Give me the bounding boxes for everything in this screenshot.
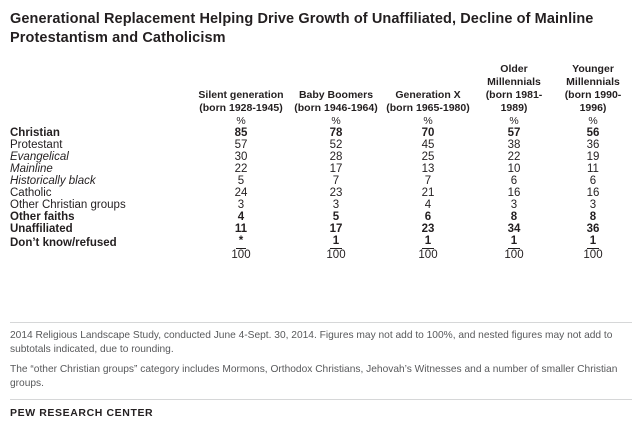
table-total-row xyxy=(10,249,632,261)
unit-genx: % xyxy=(423,115,433,128)
cell-christian-boomers: 78 xyxy=(329,127,343,140)
column-header-older-millennials-line3: (born 1981- xyxy=(485,88,543,101)
cell-historically-black-boomers: 7 xyxy=(332,175,340,188)
unit-boomers: % xyxy=(331,115,341,128)
table-row xyxy=(10,175,632,187)
total-row-label xyxy=(10,249,192,261)
table-row xyxy=(10,223,632,235)
cell-dont-know-older-millennials-value: 1 xyxy=(508,235,520,249)
cell-evangelical-younger-millennials: 19 xyxy=(586,151,600,164)
detail-note: The “other Christian groups” category includes Mormons, Orthodox Christians, Jehovah’s Witnesses and a number of smaller Christian groups. xyxy=(10,364,618,390)
total-younger-millennials: 100 xyxy=(583,249,603,262)
cell-evangelical-older-millennials: 22 xyxy=(507,151,521,164)
column-header-older-millennials-line4: 1989) xyxy=(500,101,528,114)
table-row xyxy=(10,127,632,139)
column-header-silent xyxy=(192,63,290,116)
cell-catholic-boomers: 23 xyxy=(329,187,343,200)
unit-silent: % xyxy=(236,115,246,128)
cell-protestant-silent: 57 xyxy=(234,139,248,152)
unit-younger-millennials: % xyxy=(588,115,598,128)
cell-protestant-younger-millennials: 36 xyxy=(586,139,600,152)
cell-unaffiliated-silent: 11 xyxy=(234,223,248,236)
cell-mainline-older-millennials: 10 xyxy=(507,163,521,176)
table-row xyxy=(10,199,632,211)
column-header-genx-line2: (born 1965-1980) xyxy=(386,101,470,114)
column-header-silent-line1: Silent generation xyxy=(198,88,284,101)
cell-dont-know-younger-millennials-value: 1 xyxy=(587,235,599,249)
header-spacer xyxy=(10,63,192,116)
page-title: Generational Replacement Helping Drive Growth of Unaffiliated, Decline of Mainline Protestantism and Catholicism xyxy=(10,11,594,47)
cell-dont-know-silent xyxy=(192,235,290,249)
cell-protestant-older-millennials: 38 xyxy=(507,139,521,152)
cell-catholic-silent: 24 xyxy=(234,187,248,200)
data-table xyxy=(10,63,632,262)
column-header-genx-line1: Generation X xyxy=(395,88,461,101)
cell-other-christian-genx: 4 xyxy=(424,199,432,212)
footer xyxy=(10,313,632,419)
unit-row-spacer xyxy=(10,115,192,127)
row-label-dont-know-refused: Don’t know/refused xyxy=(10,237,117,250)
table-row xyxy=(10,163,632,175)
total-older-millennials: 100 xyxy=(504,249,524,262)
column-header-younger-millennials-line1: Younger xyxy=(572,62,614,75)
cell-other-christian-silent: 3 xyxy=(237,199,245,212)
footer-divider-bottom xyxy=(10,399,632,400)
unit-row xyxy=(10,115,632,127)
column-header-older-millennials-line1: Older xyxy=(500,62,528,75)
cell-dont-know-genx-value: 1 xyxy=(422,235,434,249)
column-header-older-millennials xyxy=(474,63,554,116)
cell-protestant-genx: 45 xyxy=(421,139,435,152)
row-label-evangelical: Evangelical xyxy=(10,151,69,164)
cell-dont-know-boomers xyxy=(290,235,382,249)
cell-other-christian-boomers: 3 xyxy=(332,199,340,212)
column-header-younger-millennials-line3: (born 1990- xyxy=(564,88,622,101)
column-header-younger-millennials xyxy=(554,63,632,116)
table-row xyxy=(10,139,632,151)
row-label-christian: Christian xyxy=(10,127,60,140)
table-row xyxy=(10,187,632,199)
cell-evangelical-genx: 25 xyxy=(421,151,435,164)
cell-other-christian-older-millennials: 3 xyxy=(510,199,518,212)
cell-historically-black-silent: 5 xyxy=(237,175,245,188)
table-row xyxy=(10,211,632,223)
cell-mainline-younger-millennials: 11 xyxy=(587,163,599,176)
cell-historically-black-younger-millennials: 6 xyxy=(589,175,597,188)
table-header-row xyxy=(10,63,632,116)
column-header-boomers-line2: (born 1946-1964) xyxy=(294,101,378,114)
cell-other-faiths-boomers: 5 xyxy=(332,211,340,224)
cell-evangelical-boomers: 28 xyxy=(329,151,343,164)
column-header-boomers xyxy=(290,63,382,116)
cell-protestant-boomers: 52 xyxy=(329,139,343,152)
cell-historically-black-older-millennials: 6 xyxy=(510,175,518,188)
row-label-other-christian-groups: Other Christian groups xyxy=(10,199,126,212)
table-row xyxy=(10,151,632,163)
source-note: 2014 Religious Landscape Study, conducted June 4-Sept. 30, 2014. Figures may not add to 100%, and nested figures may not add to subtotals indicated, due to rounding. xyxy=(10,329,613,355)
cell-christian-genx: 70 xyxy=(421,127,435,140)
row-label-unaffiliated: Unaffiliated xyxy=(10,223,73,236)
cell-dont-know-older-millennials xyxy=(474,235,554,249)
cell-unaffiliated-older-millennials: 34 xyxy=(507,223,521,236)
column-header-boomers-line1: Baby Boomers xyxy=(298,88,374,101)
cell-mainline-genx: 13 xyxy=(421,163,435,176)
total-silent: 100 xyxy=(231,249,251,262)
column-header-younger-millennials-line4: 1996) xyxy=(579,101,607,114)
row-label-protestant: Protestant xyxy=(10,139,63,152)
cell-other-faiths-silent: 4 xyxy=(237,211,245,224)
cell-other-christian-younger-millennials: 3 xyxy=(589,199,597,212)
column-header-younger-millennials-line2: Millennials xyxy=(566,75,620,88)
cell-christian-older-millennials: 57 xyxy=(507,127,521,140)
cell-catholic-older-millennials: 16 xyxy=(507,187,521,200)
cell-other-faiths-younger-millennials: 8 xyxy=(589,211,597,224)
cell-historically-black-genx: 7 xyxy=(424,175,432,188)
cell-evangelical-silent: 30 xyxy=(234,151,248,164)
column-header-genx xyxy=(382,63,474,116)
cell-other-faiths-older-millennials: 8 xyxy=(510,211,518,224)
cell-catholic-younger-millennials: 16 xyxy=(586,187,600,200)
table-row xyxy=(10,235,632,249)
footer-divider-top xyxy=(10,322,632,323)
cell-unaffiliated-younger-millennials: 36 xyxy=(586,223,600,236)
cell-mainline-boomers: 17 xyxy=(329,163,343,176)
cell-unaffiliated-genx: 23 xyxy=(421,223,435,236)
row-label-catholic: Catholic xyxy=(10,187,52,200)
column-header-silent-line2: (born 1928-1945) xyxy=(199,101,283,114)
column-header-older-millennials-line2: Millennials xyxy=(487,75,541,88)
cell-dont-know-boomers-value: 1 xyxy=(330,235,342,249)
row-label-historically-black: Historically black xyxy=(10,175,96,188)
cell-christian-younger-millennials: 56 xyxy=(586,127,600,140)
unit-older-millennials: % xyxy=(509,115,519,128)
cell-other-faiths-genx: 6 xyxy=(424,211,432,224)
cell-dont-know-younger-millennials xyxy=(554,235,632,249)
row-label-mainline: Mainline xyxy=(10,163,53,176)
cell-unaffiliated-boomers: 17 xyxy=(329,223,343,236)
brand-label: PEW RESEARCH CENTER xyxy=(10,407,154,419)
total-boomers: 100 xyxy=(326,249,346,262)
cell-mainline-silent: 22 xyxy=(234,163,248,176)
cell-dont-know-genx xyxy=(382,235,474,249)
total-genx: 100 xyxy=(418,249,438,262)
cell-catholic-genx: 21 xyxy=(421,187,435,200)
cell-dont-know-silent-value: * xyxy=(236,235,246,249)
cell-christian-silent: 85 xyxy=(234,127,248,140)
row-label-other-faiths: Other faiths xyxy=(10,211,75,224)
